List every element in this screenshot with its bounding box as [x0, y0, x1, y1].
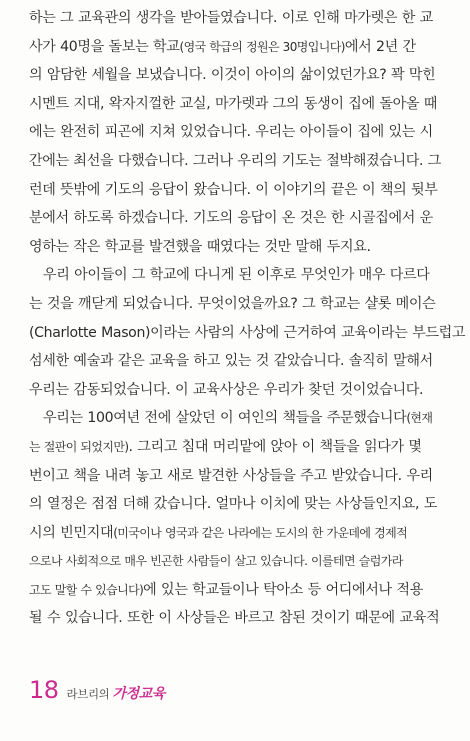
- text-span: 시의 빈민지대: [29, 524, 114, 541]
- text-line: 의 열정은 점점 더해 갔습니다. 얼마나 이치에 맞는 사상들인지요, 도: [29, 496, 438, 513]
- text-line: 는 것을 깨닫게 되었습니다. 무엇이었을까요? 그 학교는 샬롯 메이슨: [29, 295, 436, 312]
- parenthetical-note: (영국 학급의 정원은 30명입니다): [179, 39, 345, 54]
- body-text: [29, 4, 466, 633]
- text-line: 우리는 감동되었습니다. 이 교육사상은 우리가 찾던 것이었습니다.: [29, 381, 424, 398]
- text-span: 사가 40명을 돌보는 학교: [29, 38, 180, 55]
- text-span: 우리는 100여년 전에 살았던 이 여인의 책들을 주문했습니다: [43, 410, 407, 427]
- book-title-logo: 가정교육: [112, 686, 165, 702]
- text-line: [29, 33, 446, 62]
- text-line: 분에서 하도록 하겠습니다. 기도의 응답이 온 것은 한 시골집에서 운: [29, 210, 433, 227]
- paragraph-start-line: 우리 아이들이 그 학교에 다니게 된 이후로 무엇인가 매우 다르다: [43, 267, 430, 284]
- text-line: [29, 519, 446, 548]
- text-line: [29, 576, 446, 605]
- text-line: 번이고 책을 내려 놓고 새로 발견한 사상들을 주고 받았습니다. 우리: [29, 467, 433, 484]
- parenthetical-note: (현재: [406, 411, 433, 426]
- parenthetical-note: (미국이나 영국과 같은 나라에는 도시의 한 가운데에 경제적: [113, 525, 408, 540]
- parenthetical-note: 는 절판이 되었지만): [29, 439, 129, 454]
- text-line: 런데 뜻밖에 기도의 응답이 왔습니다. 이 이야기의 끝은 이 책의 뒷부: [29, 181, 438, 198]
- text-line: 에는 완전히 피곤에 지쳐 있었습니다. 우리는 아이들이 집에 있는 시: [29, 124, 433, 141]
- text-line: 하는 그 교육관의 생각을 받아들였습니다. 이로 인해 마가렛은 한 교: [29, 10, 433, 26]
- text-line: 섬세한 예술과 같은 교육을 하고 있는 것 같았습니다. 솔직히 말해서: [29, 353, 433, 370]
- page-number: 18: [29, 676, 59, 704]
- text-line: 간에는 최선을 다했습니다. 그러나 우리의 기도는 절박해졌습니다. 그: [29, 152, 442, 169]
- text-line: 시멘트 지대, 왁자지껄한 교실, 마가렛과 그의 동생이 집에 돌아올 때: [29, 95, 438, 112]
- paragraph-start-line: [29, 404, 446, 433]
- text-span: 에서 2년 간: [344, 38, 416, 55]
- text-line: 될 수 있습니다. 또한 이 사상들은 바르고 참된 것이기 때문에 교육적: [29, 610, 440, 627]
- text-line: 의 암담한 세월을 보냈습니다. 이것이 아이의 삶이었던가요? 꽉 막힌: [29, 67, 436, 84]
- parenthetical-note: 고도 말할 수 있습니다): [29, 582, 144, 597]
- text-line: 영하는 작은 학교를 발견했을 때였다는 것만 말해 두지요.: [29, 238, 371, 255]
- parenthetical-note: 으로나 사회적으로 매우 빈곤한 사람들이 살고 있습니다. 이를테면 슬럼가라: [29, 554, 403, 569]
- text-span: 에 있는 학교들이나 탁아소 등 어디에서나 적용: [143, 581, 423, 598]
- text-span: . 그리고 침대 머리맡에 앉아 이 책들을 읽다가 몇: [128, 438, 422, 455]
- book-title-prefix: 라브리의: [66, 687, 110, 701]
- text-line: [29, 547, 446, 576]
- page-footer: [29, 676, 165, 706]
- text-line: [29, 433, 446, 462]
- text-line: (Charlotte Mason)이라는 사람의 사상에 근거하여 교육이라는 부드럽고: [29, 324, 466, 341]
